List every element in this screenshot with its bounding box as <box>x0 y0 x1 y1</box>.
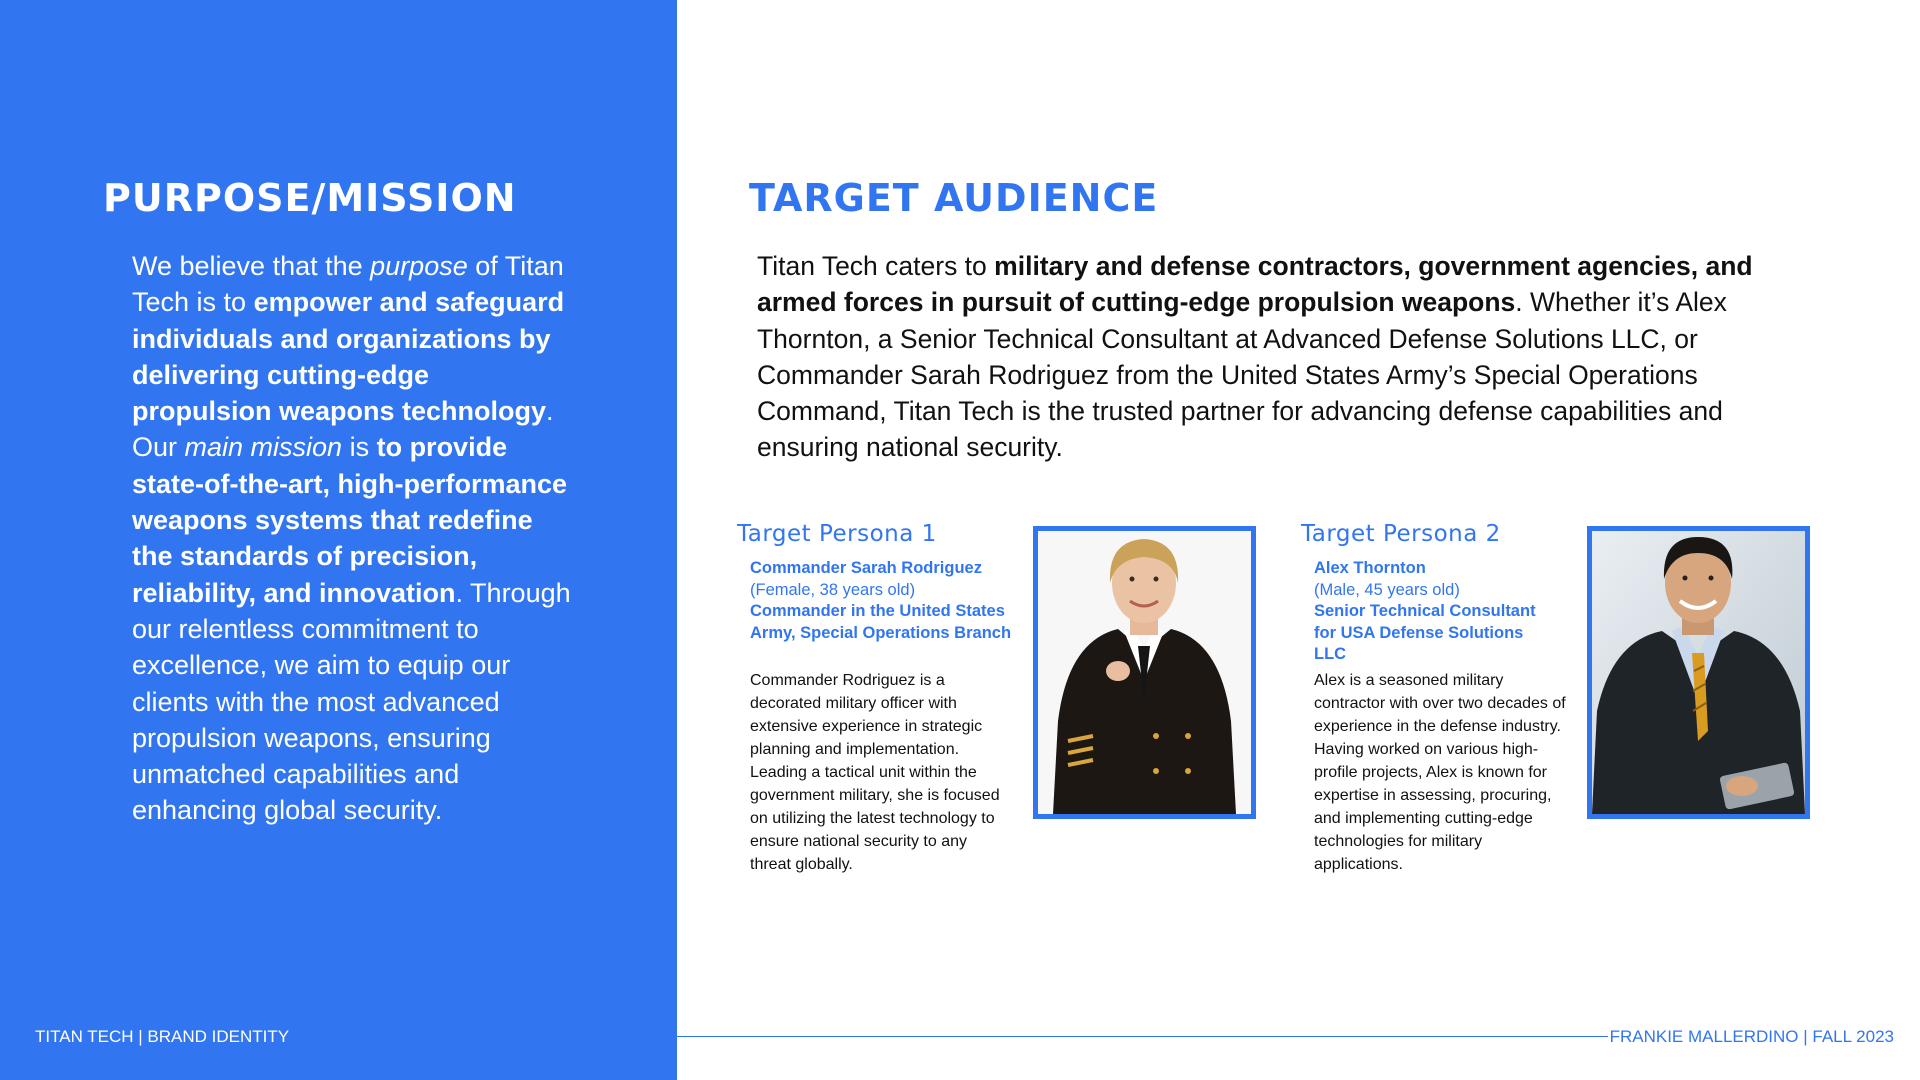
persona2-bio: Alex is a seasoned military contractor with over two decades of experience in the defense industry. Having worked on various high-profile projects, Alex is known for expertise in assessing, procuring, and implementing cutting-edge technologies for military applications. <box>1314 672 1566 873</box>
mission-text <box>132 248 572 829</box>
footer-brand-name: TITAN TECH <box>35 1027 134 1046</box>
footer-section: BRAND IDENTITY <box>147 1027 290 1046</box>
persona1-photo <box>1033 526 1256 819</box>
mission-text-1: We believe that the <box>132 251 371 281</box>
footer-brand <box>35 1027 289 1047</box>
persona2-photo <box>1587 526 1810 819</box>
persona1-title: Target Persona 1 <box>737 521 937 547</box>
persona1-portrait-image <box>1038 531 1251 814</box>
persona2-title: Target Persona 2 <box>1301 521 1501 547</box>
mission-text-4: empower and safeguard individuals and organizations by delivering cutting-edge propulsion weapons technology <box>132 287 565 427</box>
audience-text-1: Titan Tech caters to <box>757 251 995 281</box>
persona1-bio: Commander Rodriguez is a decorated military officer with extensive experience in strategic planning and implementation. Leading a tactical unit within the government military, she is focused on utilizing the latest technology to ensure national security to any threat globally. <box>750 672 1000 873</box>
mission-text-5: . Our <box>132 396 554 463</box>
persona1-role: Commander in the United States Army, Special Operations Branch <box>750 602 1012 642</box>
mission-text-9: . Through our relentless commitment to excellence, we aim to equip our clients with the most advanced propulsion weapons, ensuring unmatched capabilities and enhancing global security. <box>132 577 571 826</box>
footer-divider-line <box>298 1036 1608 1037</box>
mission-text-6: main mission <box>184 432 343 463</box>
persona2-portrait-image <box>1592 531 1805 814</box>
mission-text-2: purpose <box>370 251 468 281</box>
persona1-name: Commander Sarah Rodriguez <box>750 559 982 577</box>
footer-author: FRANKIE MALLERDINO | FALL 2023 <box>1609 1027 1894 1046</box>
mission-text-3: of Titan Tech is to <box>132 251 564 318</box>
audience-text <box>757 248 1777 466</box>
mission-heading: PURPOSE/MISSION <box>103 176 517 220</box>
persona1-details: (Female, 38 years old) <box>750 580 916 599</box>
persona2-name: Alex Thornton <box>1314 559 1426 577</box>
audience-text-2: military and defense contractors, government agencies, and armed forces in pursuit of cutting-edge propulsion weapons <box>757 251 1753 318</box>
footer-separator: | <box>133 1027 148 1046</box>
audience-heading: TARGET AUDIENCE <box>749 176 1159 220</box>
persona2-role: Senior Technical Consultant for USA Defense Solutions LLC <box>1314 602 1536 663</box>
mission-text-8: to provide state-of-the-art, high-performance weapons systems that redefine the standards of precision, reliability, and innovation <box>132 432 568 608</box>
persona2-meta <box>1314 558 1594 666</box>
audience-text-3: . Whether it’s Alex Thornton, a Senior Technical Consultant at Advanced Defense Solutions LLC, or Commander Sarah Rodriguez from the United States Army’s Special Operations Command, Titan Tech is the trusted partner for advancing defense capabilities and ensuring national security. <box>757 287 1727 463</box>
mission-text-7: is <box>342 432 377 463</box>
persona1-meta <box>750 558 1030 644</box>
persona2-details: (Male, 45 years old) <box>1314 580 1460 599</box>
